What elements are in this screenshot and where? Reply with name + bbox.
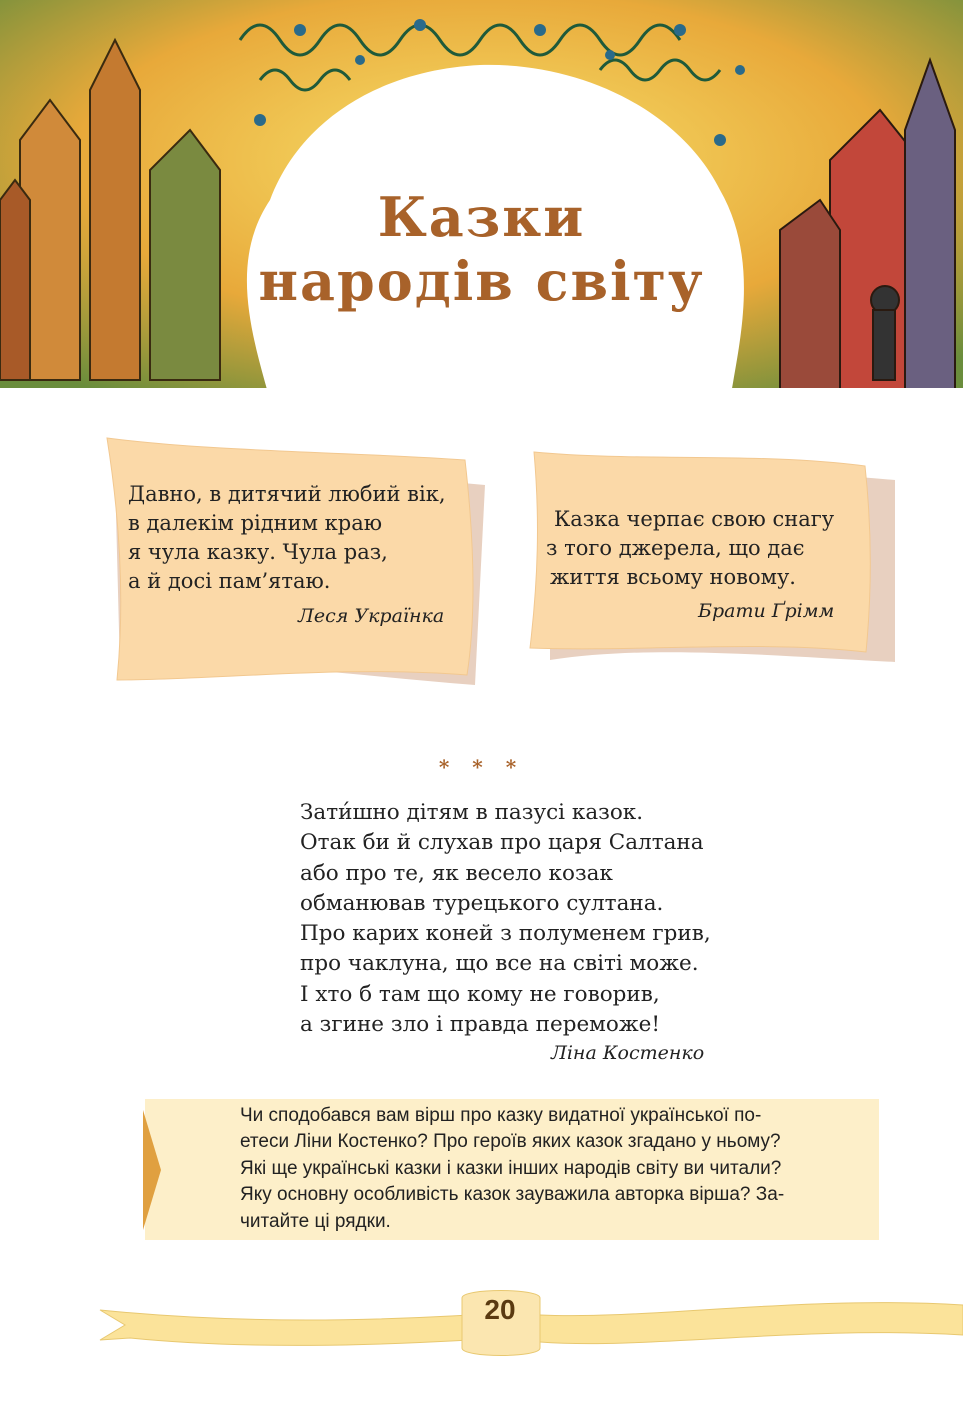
poem-line: Отак би й слухав про царя Салтана [300,830,704,856]
poem-line: І хто б там що кому не говорив, [300,981,660,1007]
quote-line: життя всьому новому. [550,565,796,589]
task-text [240,1103,870,1235]
poem-line: або про те, як весело козак [300,860,613,886]
page-title-line1: Казки [377,185,586,249]
task-line: читайте ці рядки. [240,1210,391,1232]
task-line: етеси Ліни Костенко? Про героїв яких казок згадано у ньому? [240,1131,781,1153]
task-line: Яку основну особливість казок зауважила авторка вірша? За- [240,1184,785,1206]
task-line: Чи сподобався вам вірш про казку видатної української по- [240,1105,762,1126]
quote-line: Казка черпає свою снагу [554,507,835,531]
quote-author: Брати Ґрімм [698,600,835,622]
page-number: 20 [484,1294,516,1325]
poem-line: про чаклуна, що все на світі може. [300,951,699,977]
poem-line: Про карих коней з полуменем грив, [300,921,711,947]
task-line: Які ще українські казки і казки інших народів світу ви читали? [240,1157,782,1179]
quote-author: Леся Українка [298,605,445,627]
quote-line: в далекім рідним краю [128,511,383,535]
quote-line: а й досі пам’ятаю. [128,569,331,593]
poem [300,798,711,1040]
poem-line: а згине зло і правда переможе! [300,1012,660,1038]
page-title-line2: народів світу [258,249,705,313]
quote-card-grimm [520,440,900,670]
quote-line: з того джерела, що дає [546,536,805,560]
poem-line: обманював турецького султана. [300,890,664,916]
poem-line: Зати́шно дітям в пазусі казок. [300,800,644,825]
poem-marker: * * * [438,755,525,779]
quote-line: Давно, в дитячий любий вік, [128,482,446,506]
poem-author: Ліна Костенко [551,1042,705,1064]
task-marker-icon [143,1110,163,1230]
quote-line: я чула казку. Чула раз, [128,540,388,564]
quote-card-lesya [95,430,505,700]
